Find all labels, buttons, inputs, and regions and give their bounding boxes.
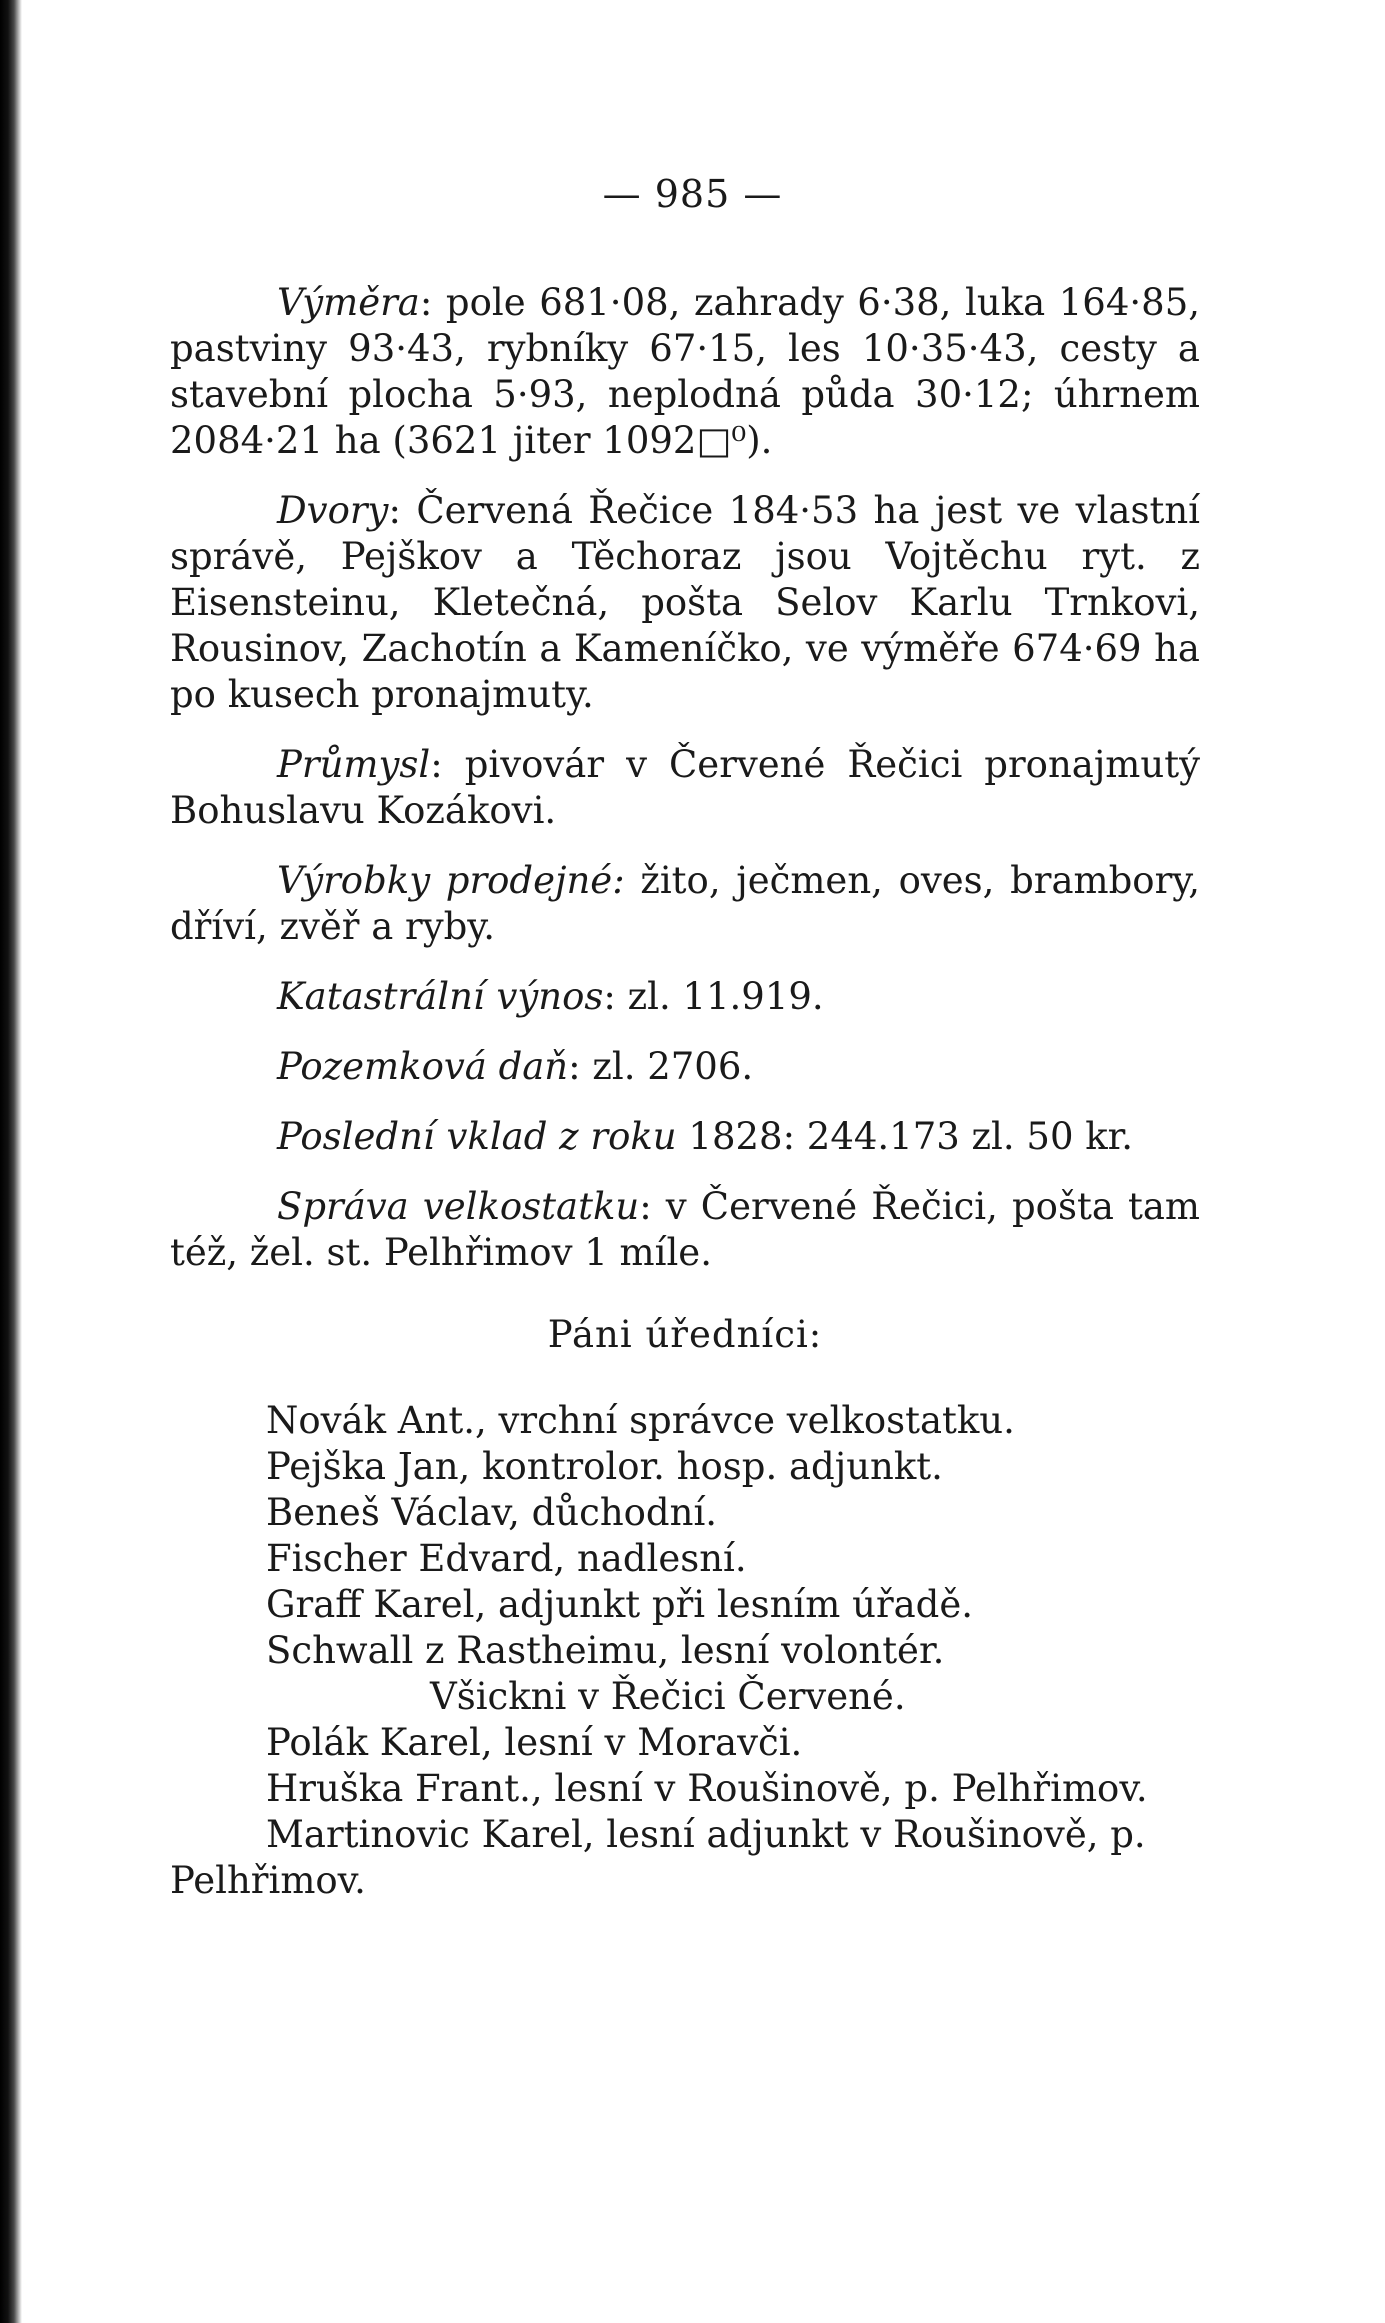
paragraph-vyrobky — [170, 858, 1200, 950]
paragraph-vymera — [170, 280, 1200, 464]
page-number: — 985 — — [602, 172, 783, 216]
staff-item: Pejška Jan, kontrolor. hosp. adjunkt. — [266, 1445, 943, 1488]
text-katastralni: : zl. 11.919. — [603, 975, 824, 1018]
staff-item: Graff Karel, adjunkt při lesním úřadě. — [266, 1583, 974, 1626]
label-dvory: Dvory — [277, 489, 389, 532]
staff-heading: Páni úředníci: — [547, 1313, 823, 1356]
paragraph-katastralni — [170, 974, 1200, 1020]
label-sprava: Správa velkostatku — [277, 1185, 640, 1228]
paragraph-sprava — [170, 1184, 1200, 1276]
staff-item: Hruška Frant., lesní v Roušinově, p. Pelhřimov. — [266, 1767, 1148, 1810]
paragraph-posledni — [170, 1114, 1200, 1160]
text-prumysl: : pivovár v Červené Řečici pronajmutý Bohuslavu Kozákovi. — [170, 743, 1200, 832]
page-body — [170, 280, 1200, 1904]
staff-item: Novák Ant., vrchní správce velkostatku. — [266, 1399, 1015, 1442]
label-pozemkova: Pozemková daň — [277, 1045, 569, 1088]
staff-item: Polák Karel, lesní v Moravči. — [266, 1721, 803, 1764]
text-posledni: 1828: 244.173 zl. 50 kr. — [676, 1115, 1134, 1158]
text-pozemkova: : zl. 2706. — [568, 1045, 754, 1088]
staff-list — [170, 1398, 1200, 1904]
text-sprava: : v Červené Řečici, pošta tam též, žel. st. Pelhřimov 1 míle. — [170, 1185, 1200, 1274]
label-posledni: Poslední vklad z roku — [277, 1115, 677, 1158]
text-vyrobky: žito, ječmen, oves, brambory, dříví, zvěř a ryby. — [170, 859, 1201, 948]
staff-item: Martinovic Karel, lesní adjunkt v Roušinově, p. Pelhřimov. — [170, 1813, 1146, 1902]
text-vymera: : pole 681·08, zahrady 6·38, luka 164·85, pastviny 93·43, rybníky 67·15, les 10·35·43, cesty a stavební plocha 5·93, neplodná půda 30·12; úhrnem 2084·21 ha (3621 jiter 1092□⁰). — [170, 281, 1200, 462]
label-vymera: Výměra — [277, 281, 420, 324]
label-katastralni: Katastrální výnos — [277, 975, 604, 1018]
paragraph-pozemkova — [170, 1044, 1200, 1090]
label-prumysl: Průmysl — [277, 743, 431, 786]
staff-note: Všickni v Řečici Červené. — [430, 1675, 906, 1718]
staff-item: Fischer Edvard, nadlesní. — [266, 1537, 747, 1580]
paragraph-prumysl — [170, 742, 1200, 834]
label-vyrobky: Výrobky prodejné: — [277, 859, 625, 902]
text-dvory: : Červená Řečice 184·53 ha jest ve vlastní správě, Pejškov a Těchoraz jsou Vojtěchu ryt. z Eisensteinu, Kletečná, pošta Selov Karlu Trnkovi, Rousinov, Zachotín a Kameníčko, ve výměře 674·69 ha po kusech pronajmuty. — [170, 489, 1200, 716]
staff-item: Schwall z Rastheimu, lesní volontér. — [266, 1629, 945, 1672]
staff-item: Beneš Václav, důchodní. — [266, 1491, 718, 1534]
paragraph-dvory — [170, 488, 1200, 718]
